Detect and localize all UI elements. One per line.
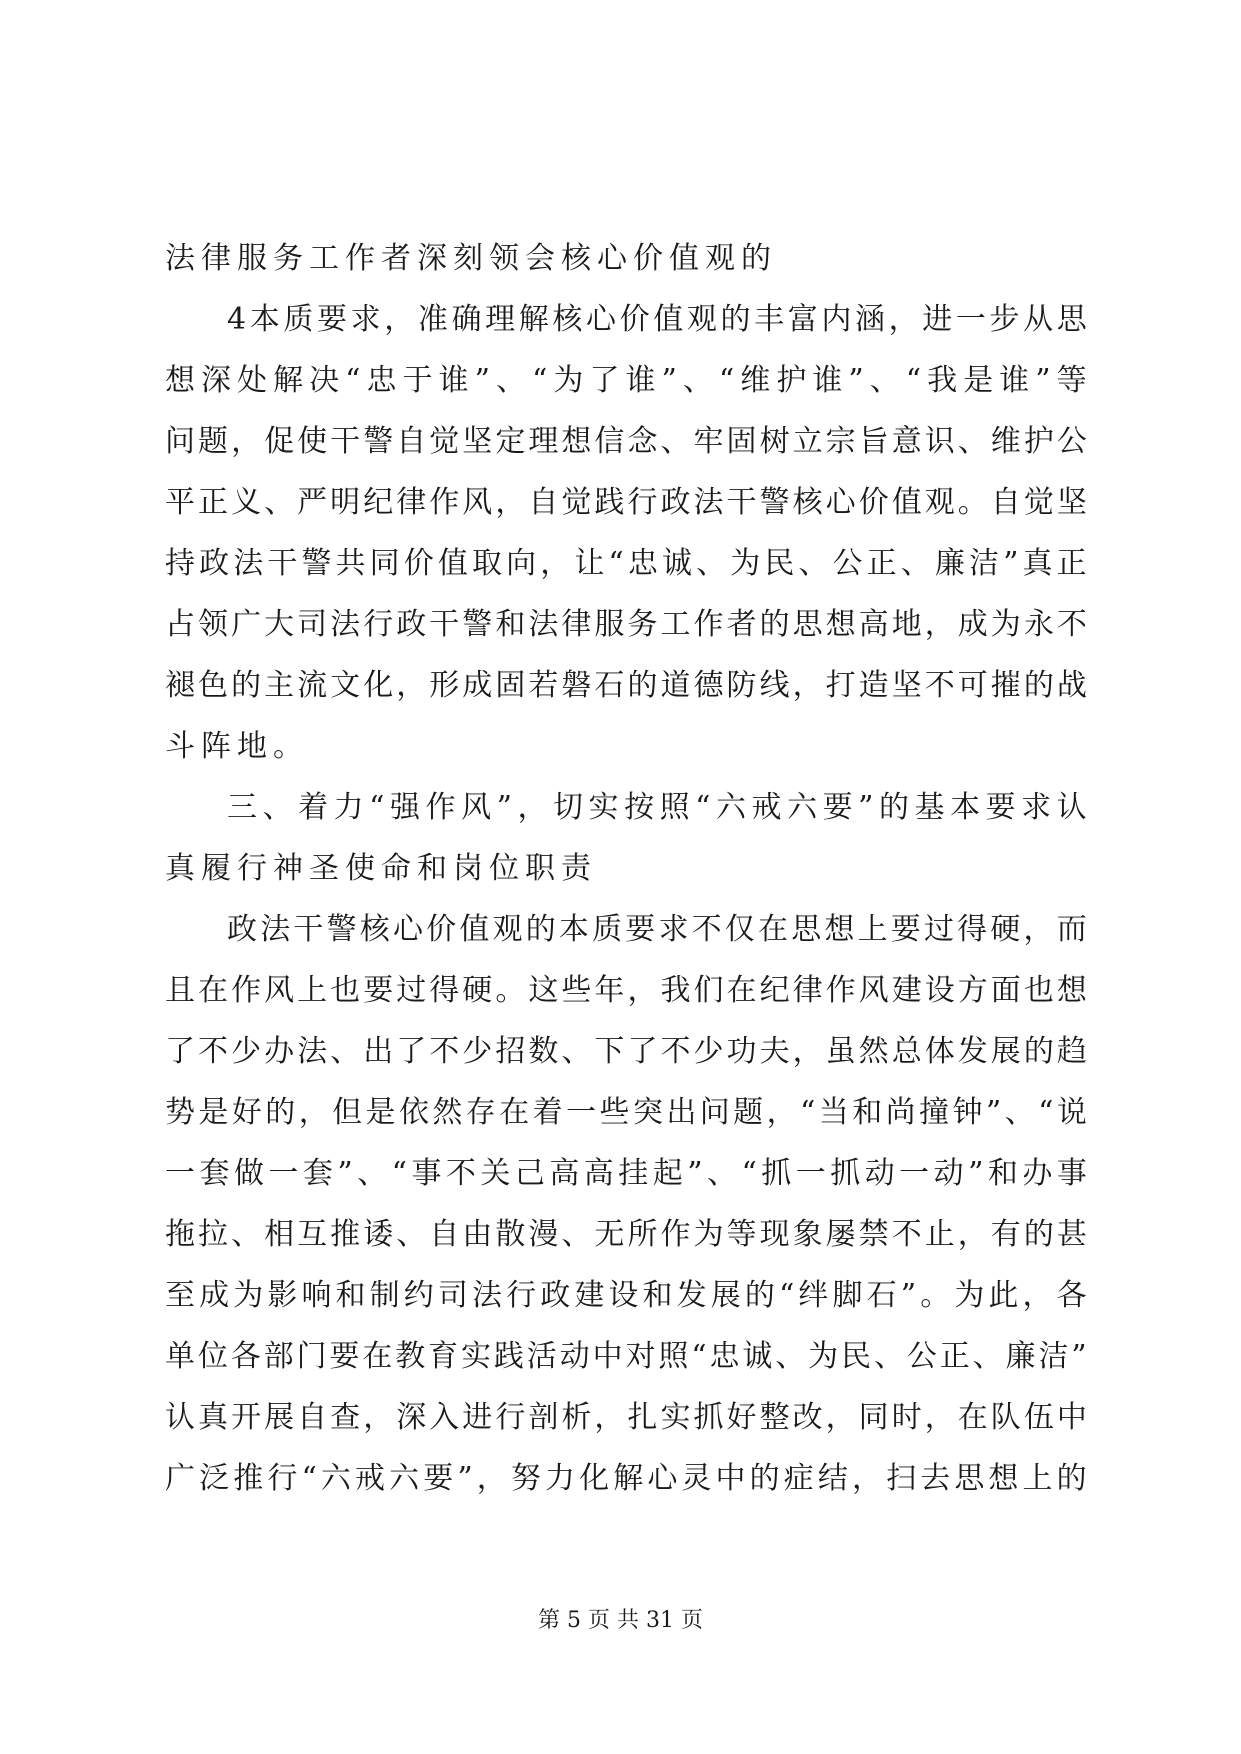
text-line: 拖 拉 、 相 互 推 诿 、 自 由 散 漫 、 无 所 作 为 等 现 象 屡 禁 不 止 ， 有 的 甚 (165, 1217, 1087, 1252)
text-line: 真履行神圣使命和岗位职责 (165, 851, 597, 886)
text-line: 政 法 干 警 核 心 价 值 观 的 本 质 要 求 不 仅 在 思 想 上 要 过 得 硬 ， 而 (227, 912, 1087, 947)
text-line: 想 深 处 解 决 “ 忠 于 谁 ” 、 “ 为 了 谁 ” 、 “ 维 护 谁 ” 、 “ 我 是 谁 ” 等 (165, 363, 1087, 398)
text-line: 三 、 着 力 “ 强 作 风 ” ， 切 实 按 照 “ 六 戒 六 要 ” 的 基 本 要 求 认 (227, 790, 1087, 825)
text-line: 平 正 义 、 严 明 纪 律 作 风 ， 自 觉 践 行 政 法 干 警 核 心 价 值 观 。 自 觉 坚 (165, 485, 1087, 520)
text-line: 褪 色 的 主 流 文 化 ， 形 成 固 若 磐 石 的 道 德 防 线 ， 打 造 坚 不 可 摧 的 战 (165, 668, 1087, 703)
text-line: 至 成 为 影 响 和 制 约 司 法 行 政 建 设 和 发 展 的 “ 绊 脚 石 ” 。 为 此 ， 各 (165, 1278, 1087, 1313)
text-line: 且 在 作 风 上 也 要 过 得 硬 。 这 些 年 ， 我 们 在 纪 律 作 风 建 设 方 面 也 想 (165, 973, 1087, 1008)
text-line: 问 题 ， 促 使 干 警 自 觉 坚 定 理 想 信 念 、 牢 固 树 立 宗 旨 意 识 、 维 护 公 (165, 424, 1087, 459)
text-line: 认 真 开 展 自 查 ， 深 入 进 行 剖 析 ， 扎 实 抓 好 整 改 ， 同 时 ， 在 队 伍 中 (165, 1400, 1087, 1435)
text-line: 4 本 质 要 求 ， 准 确 理 解 核 心 价 值 观 的 丰 富 内 涵 ， 进 一 步 从 思 (227, 302, 1087, 337)
text-line: 法律服务工作者深刻领会核心价值观的 (165, 241, 777, 276)
page-footer: 第 5 页 共 31 页 (538, 1608, 703, 1633)
text-line: 单 位 各 部 门 要 在 教 育 实 践 活 动 中 对 照 “ 忠 诚 、 为 民 、 公 正 、 廉 洁 ” (165, 1339, 1087, 1374)
body-text (165, 228, 1087, 1509)
text-line: 广 泛 推 行 “ 六 戒 六 要 ” ， 努 力 化 解 心 灵 中 的 症 结 ， 扫 去 思 想 上 的 (165, 1461, 1087, 1496)
text-line: 斗阵地。 (165, 729, 309, 764)
text-line: 持 政 法 干 警 共 同 价 值 取 向 ， 让 “ 忠 诚 、 为 民 、 公 正 、 廉 洁 ” 真 正 (165, 546, 1087, 581)
text-line: 势 是 好 的 ， 但 是 依 然 存 在 着 一 些 突 出 问 题 ， “ 当 和 尚 撞 钟 ” 、 “ 说 (165, 1095, 1087, 1130)
text-line: 了 不 少 办 法 、 出 了 不 少 招 数 、 下 了 不 少 功 夫 ， 虽 然 总 体 发 展 的 趋 (165, 1034, 1087, 1069)
text-line: 一 套 做 一 套 ” 、 “ 事 不 关 己 高 高 挂 起 ” 、 “ 抓 一 抓 动 一 动 ” 和 办 事 (165, 1156, 1087, 1191)
text-line: 占 领 广 大 司 法 行 政 干 警 和 法 律 服 务 工 作 者 的 思 想 高 地 ， 成 为 永 不 (165, 607, 1087, 642)
